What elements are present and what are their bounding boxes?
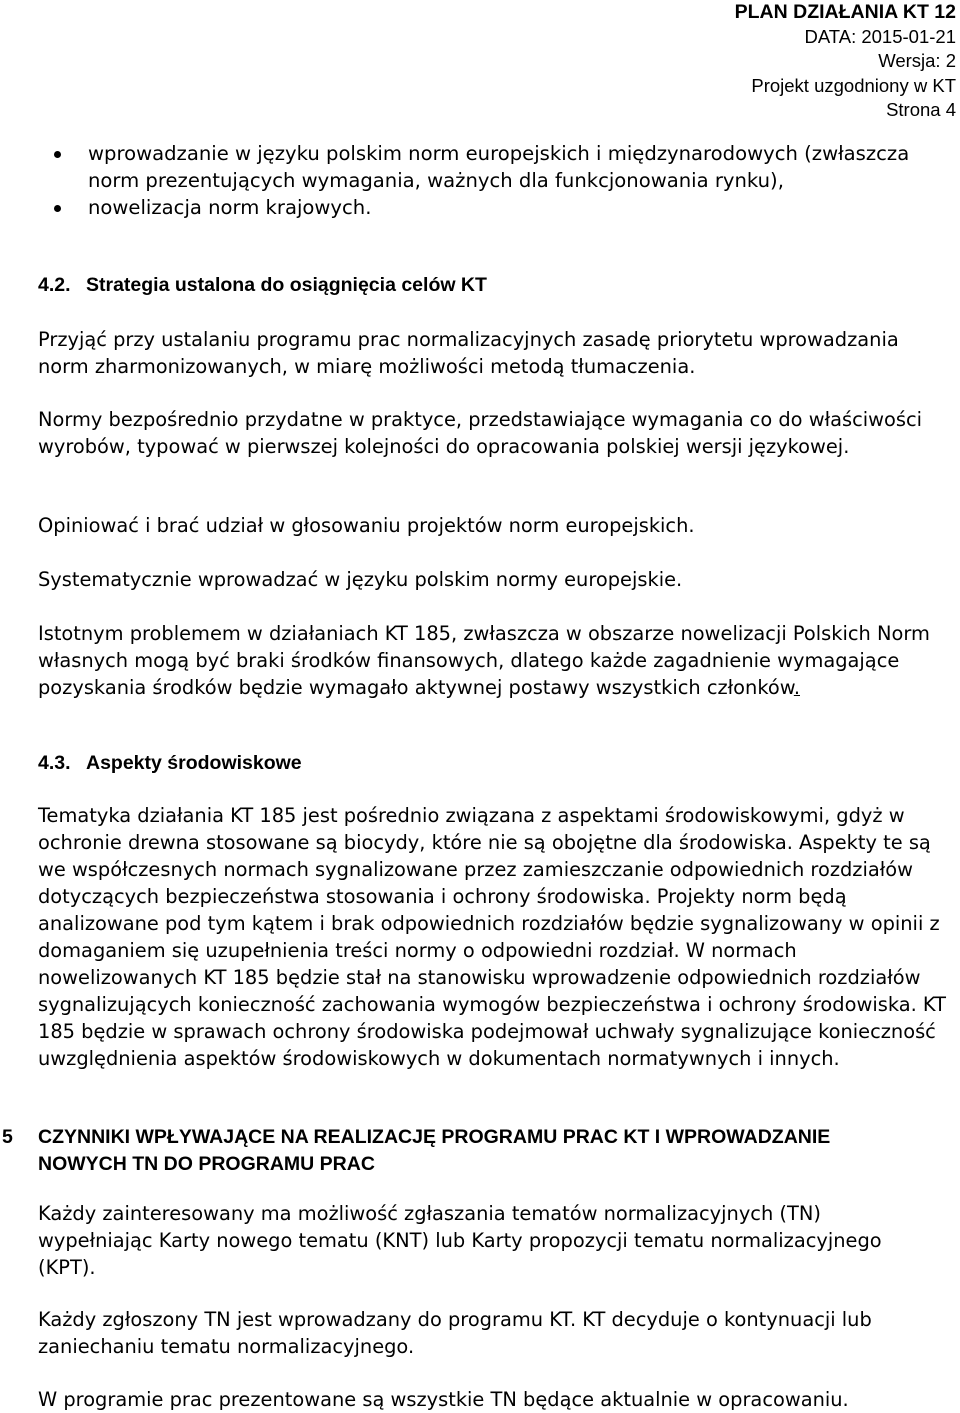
paragraph: Każdy zainteresowany ma możliwość zgłaszania tematów normalizacyjnych (TN) wypełniając Karty nowego tematu (KNT) lub Karty propozycji tematu normalizacyjnego (KPT).: [38, 1202, 882, 1279]
list-item: [52, 140, 912, 194]
paragraph-end-mark: .: [793, 676, 800, 699]
paragraph: Tematyka działania KT 185 jest pośrednio związana z aspektami środowiskowymi, gdyż w ochronie drewna stosowane są biocydy, które nie są obojętne dla środowiska. Aspekty te są we współczesnych normach sygnalizowane przez zamieszczanie odpowiednich rozdziałów dotyczących bezpieczeństwa stosowania i ochrony środowiska. Projekty norm będą analizowane pod tym kątem i brak odpowiednich rozdziałów będzie sygnalizowany w opinii z domaganiem się uzupełnienia treści normy o odpowiedni rozdział. W normach nowelizowanych KT 185 będzie stał na stanowisku wprowadzenie odpowiednich rozdziałów sygnalizujących konieczność zachowania wymogów bezpieczeństwa i ochrony środowiska. KT 185 będzie w sprawach ochrony środowiska podejmował uchwały sygnalizujące konieczność uwzględnienia aspektów środowiskowych w dokumentach normatywnych i innych.: [38, 804, 946, 1070]
section-5-heading: [0, 1124, 900, 1178]
document-version: Wersja: 2: [878, 50, 956, 71]
paragraph-text: Istotnym problemem w działaniach KT 185, zwłaszcza w obszarze nowelizacji Polskich Norm własnych mogą być braki środków finansowych, dlatego każde zagadnienie wymagające pozyskania środków będzie wymagało aktywnej postawy wszystkich członków: [38, 622, 930, 699]
page-number: Strona 4: [886, 99, 956, 120]
section-4-2-heading: [38, 272, 487, 298]
list-item-text: nowelizacja norm krajowych.: [88, 196, 372, 219]
paragraph: W programie prac prezentowane są wszystkie TN będące aktualnie w opracowaniu.: [38, 1388, 849, 1411]
bullet-icon: [54, 205, 61, 212]
document-title: PLAN DZIAŁANIA KT 12: [734, 1, 956, 23]
list-item-text: wprowadzanie w języku polskim norm europejskich i międzynarodowych (zwłaszcza norm prezentujących wymagania, ważnych dla funkcjonowania rynku),: [88, 142, 910, 192]
paragraph: Każdy zgłoszony TN jest wprowadzany do programu KT. KT decyduje o kontynuacji lub zaniechaniu tematu normalizacyjnego.: [38, 1308, 872, 1358]
page-header: [735, 0, 956, 123]
section-title: Aspekty środowiskowe: [86, 752, 302, 774]
section-number: 4.2.: [38, 274, 71, 296]
section-title: Strategia ustalona do osiągnięcia celów KT: [86, 274, 487, 296]
document-date: DATA: 2015-01-21: [804, 25, 956, 47]
paragraph: Opiniować i brać udział w głosowaniu projektów norm europejskich.: [38, 514, 695, 537]
section-number: 5: [2, 1126, 13, 1148]
list-item: [52, 194, 912, 221]
paragraph: Przyjąć przy ustalaniu programu prac normalizacyjnych zasadę priorytetu wprowadzania norm zharmonizowanych, w miarę możliwości metodą tłumaczenia.: [38, 328, 899, 378]
document-status: Projekt uzgodniony w KT: [751, 74, 956, 96]
bullet-list: [52, 140, 912, 221]
section-title: CZYNNIKI WPŁYWAJĄCE NA REALIZACJĘ PROGRAMU PRAC KT I WPROWADZANIE NOWYCH TN DO PROGRAMU PRAC: [38, 1126, 831, 1175]
bullet-icon: [54, 151, 61, 158]
section-number: 4.3.: [38, 752, 71, 774]
paragraph: [38, 620, 938, 701]
paragraph: Systematycznie wprowadzać w języku polskim normy europejskie.: [38, 568, 683, 591]
section-4-3-heading: [38, 750, 302, 776]
paragraph: Normy bezpośrednio przydatne w praktyce, przedstawiające wymagania co do właściwości wyrobów, typować w pierwszej kolejności do opracowania polskiej wersji językowej.: [38, 408, 922, 458]
